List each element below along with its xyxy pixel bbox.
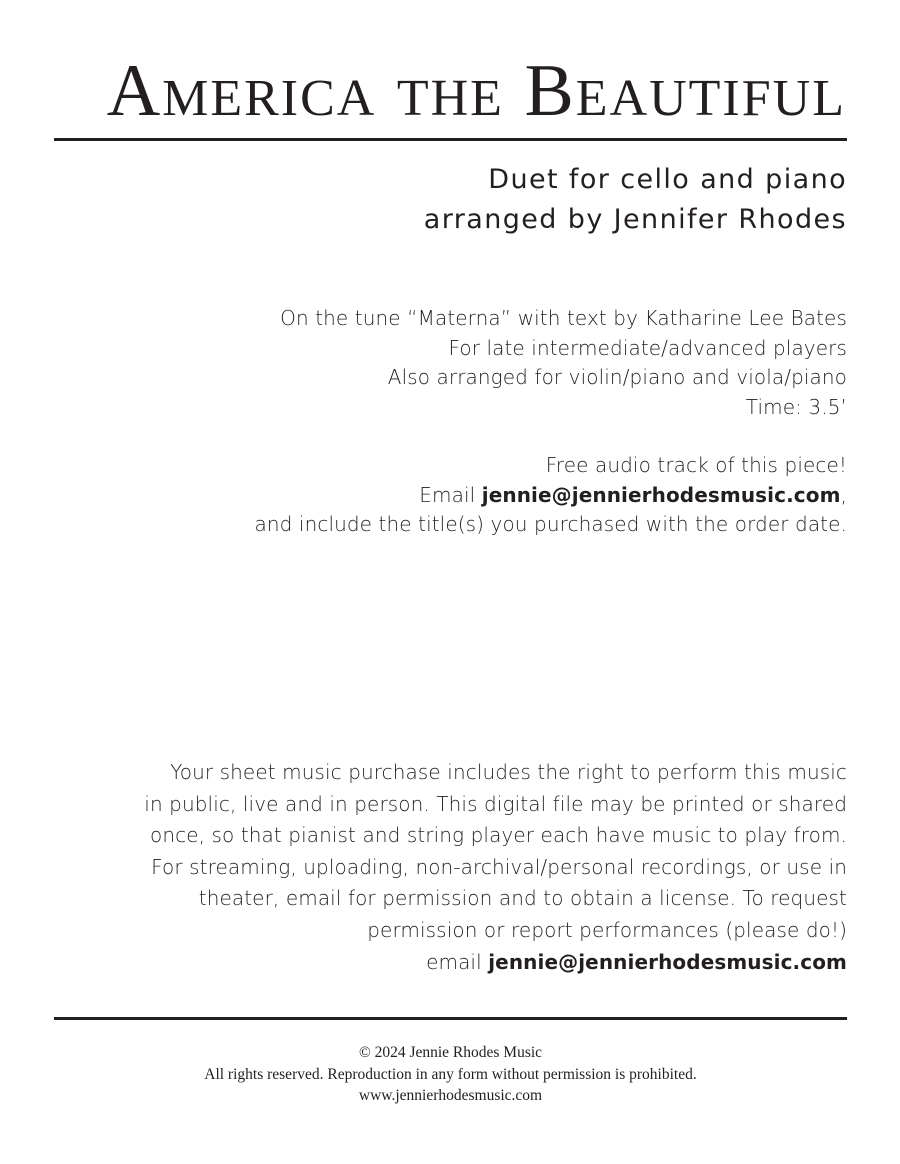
license-email-link[interactable]: jennie@jennierhodesmusic.com bbox=[488, 949, 847, 974]
footer-copyright: © 2024 Jennie Rhodes Music bbox=[358, 1044, 543, 1061]
detail-duration: Time: 3.5’ bbox=[745, 394, 847, 419]
license-notice bbox=[87, 757, 847, 978]
subtitle-arranger: arranged by Jennifer Rhodes bbox=[423, 204, 847, 235]
page-title: America the Beautiful bbox=[106, 50, 846, 132]
piece-details bbox=[147, 304, 847, 422]
audio-offer-instructions: and include the title(s) you purchased with the order date. bbox=[254, 512, 847, 536]
license-email-line bbox=[87, 947, 847, 979]
license-line: For streaming, uploading, non-archival/personal recordings, or use in bbox=[151, 854, 847, 879]
license-line: in public, live and in person. This digital file may be printed or shared bbox=[144, 791, 847, 816]
footer bbox=[54, 1042, 847, 1107]
audio-offer-email-line bbox=[147, 481, 847, 511]
audio-offer bbox=[147, 451, 847, 540]
license-email-prefix: email bbox=[426, 949, 489, 974]
footer-rights: All rights reserved. Reproduction in any form without permission is prohibited. bbox=[204, 1065, 697, 1083]
subtitle-block bbox=[147, 160, 847, 240]
audio-email-link[interactable]: jennie@jennierhodesmusic.com bbox=[481, 482, 841, 507]
detail-level: For late intermediate/advanced players bbox=[448, 335, 847, 360]
license-line: theater, email for permission and to obtain a license. To request bbox=[198, 886, 847, 911]
detail-tune: On the tune “Materna” with text by Katharine Lee Bates bbox=[280, 306, 847, 330]
license-line: Your sheet music purchase includes the right to perform this music bbox=[170, 760, 847, 784]
license-line: once, so that pianist and string player each have music to play from. bbox=[149, 823, 847, 848]
top-divider bbox=[54, 138, 847, 141]
footer-website-link[interactable]: www.jennierhodesmusic.com bbox=[358, 1087, 543, 1104]
license-line: permission or report performances (please do!) bbox=[367, 917, 847, 942]
bottom-divider bbox=[54, 1017, 847, 1020]
detail-other-arrangements: Also arranged for violin/piano and viola/piano bbox=[387, 365, 847, 389]
audio-offer-heading: Free audio track of this piece! bbox=[545, 453, 847, 477]
audio-email-suffix: , bbox=[840, 482, 847, 507]
audio-email-prefix: Email bbox=[419, 482, 482, 507]
subtitle-instrumentation: Duet for cello and piano bbox=[488, 164, 847, 195]
